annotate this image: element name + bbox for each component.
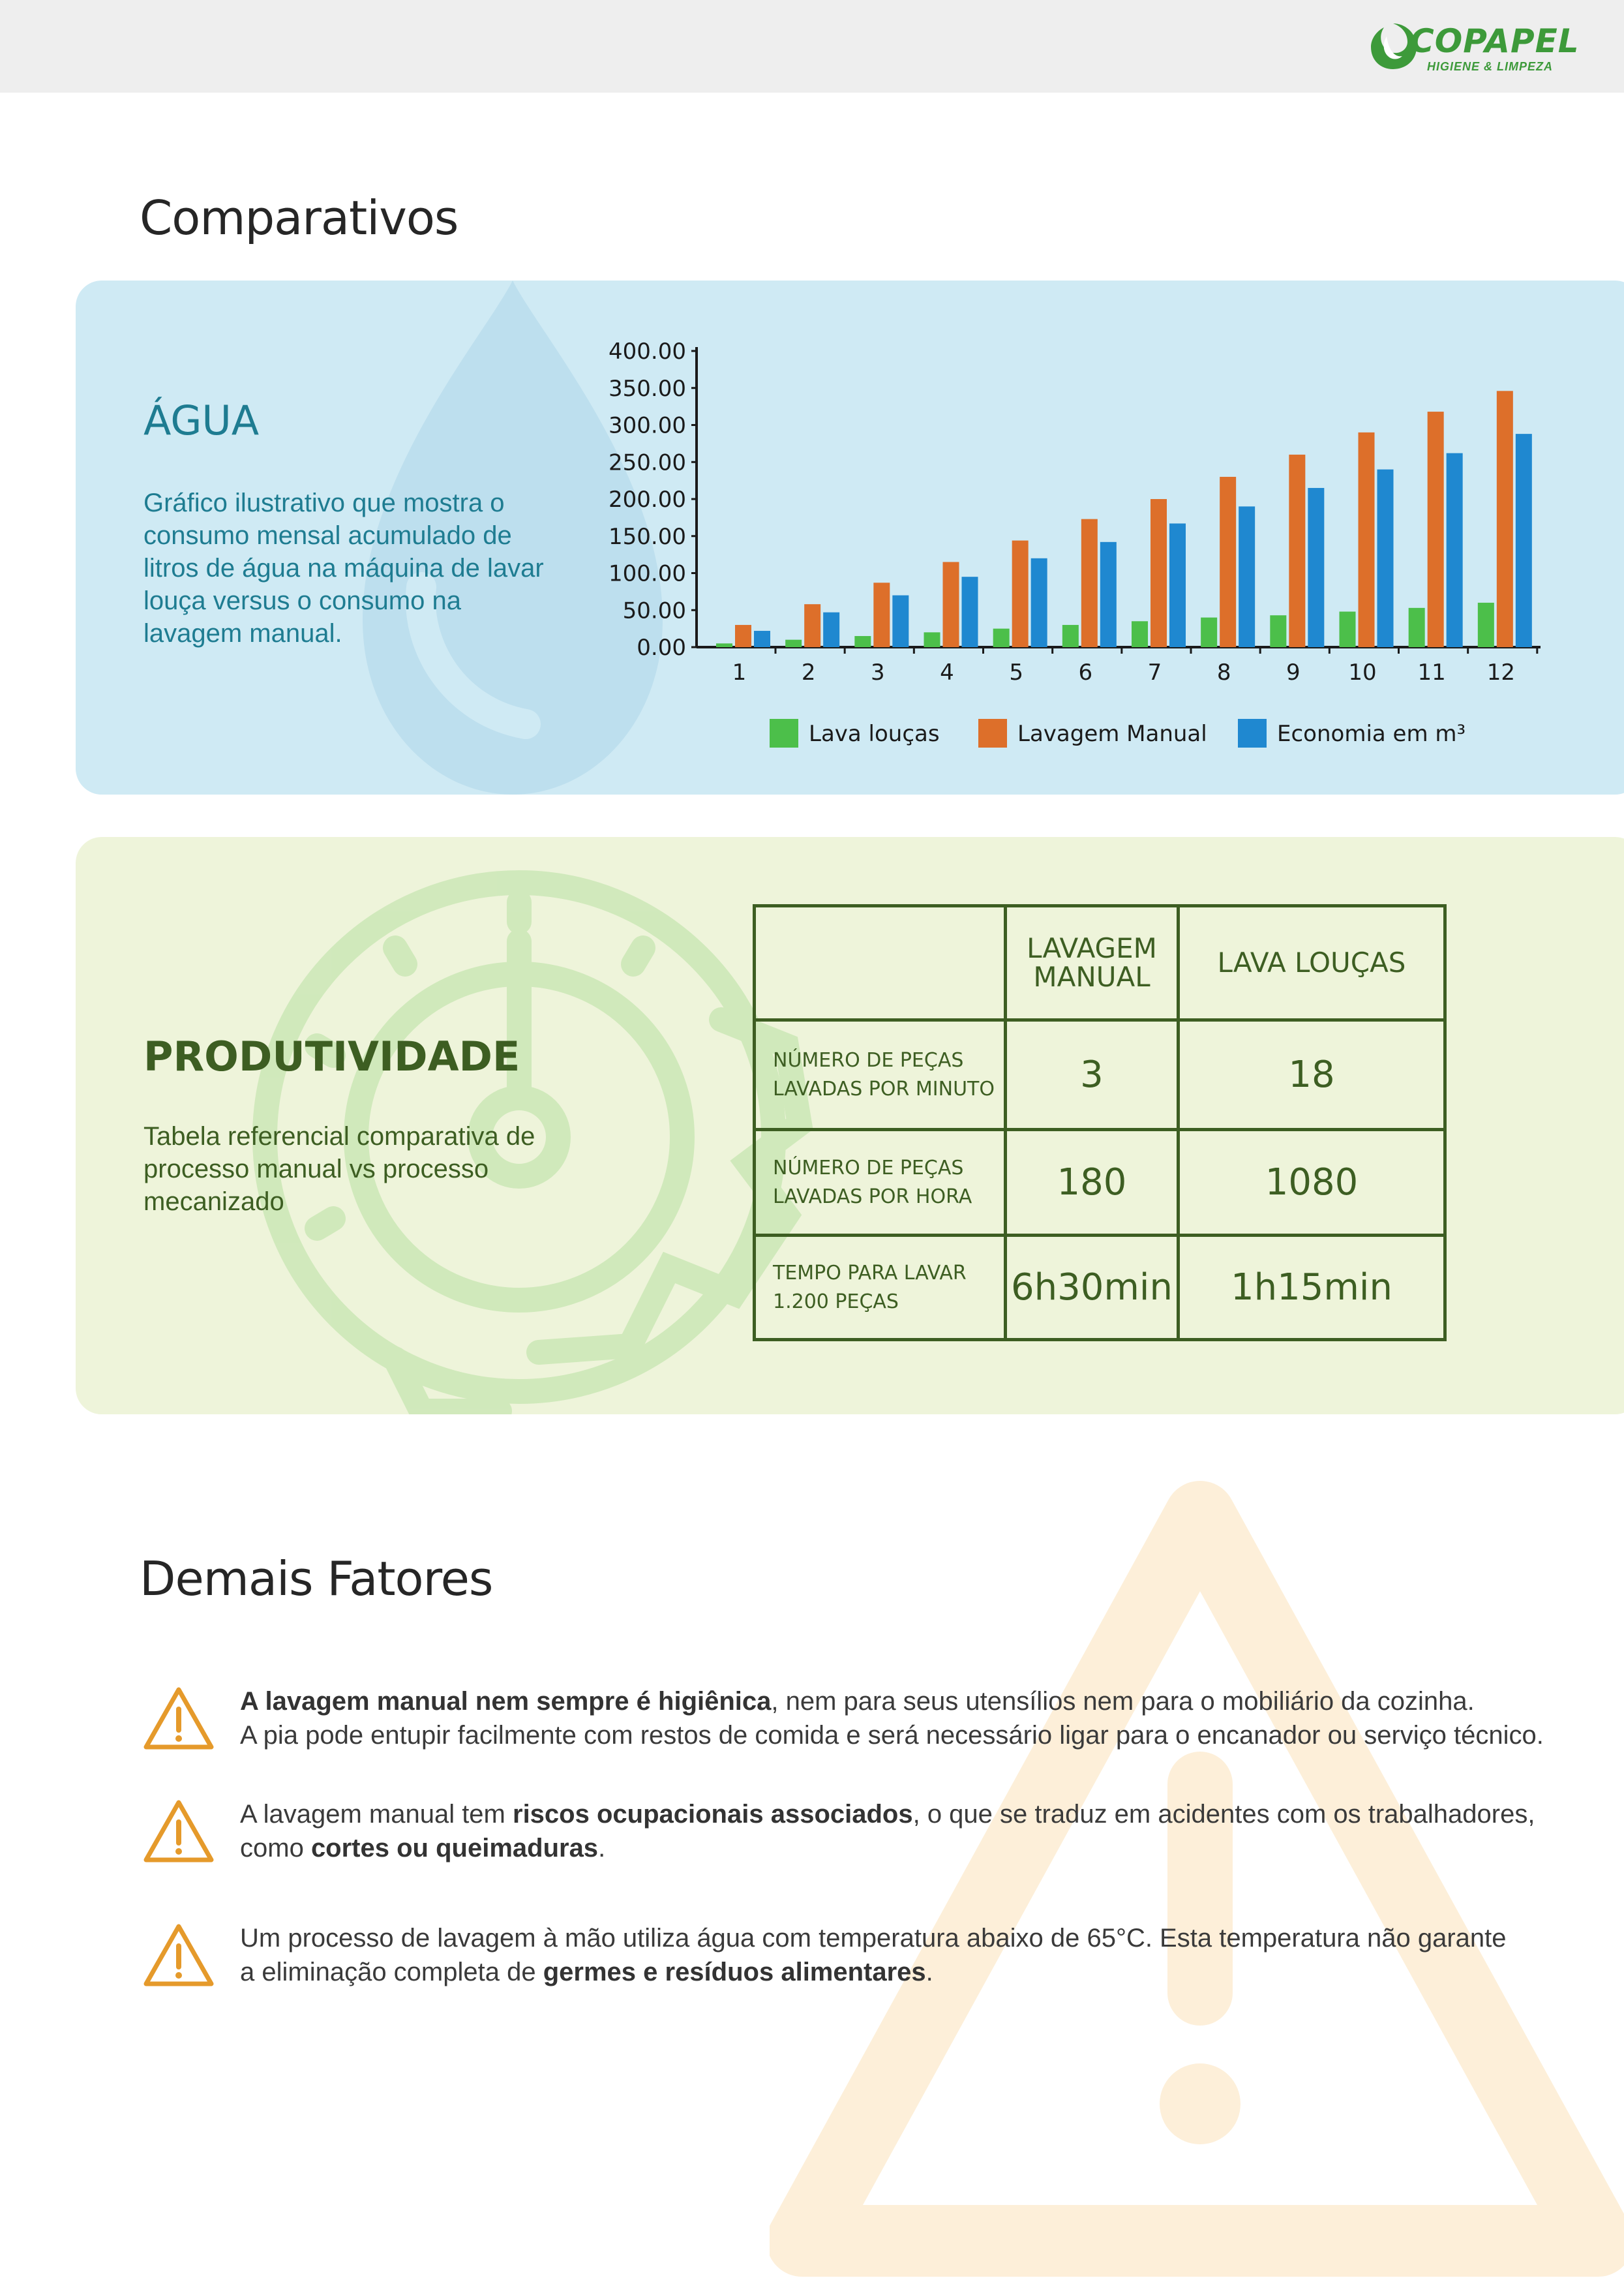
warning-background-icon — [770, 1478, 1624, 2280]
bar — [924, 632, 940, 647]
x-tick-label: 8 — [1216, 660, 1231, 686]
chart-legend — [770, 719, 1466, 748]
section-title-demais-fatores: Demais Fatores — [140, 1551, 493, 1606]
factor-text-segment: . — [925, 1958, 933, 1986]
bar — [754, 631, 770, 647]
bar — [1340, 612, 1356, 647]
warning-icon — [142, 1923, 215, 1988]
factor-text — [240, 1684, 1623, 1752]
row-label — [755, 1020, 1006, 1130]
value-lava: 18 — [1179, 1020, 1445, 1130]
bar — [1081, 519, 1098, 647]
value-manual: 180 — [1006, 1130, 1179, 1236]
x-tick-label: 6 — [1078, 660, 1093, 686]
table-row — [755, 1020, 1445, 1130]
column-header-manual — [1006, 906, 1179, 1020]
value-manual: 6h30min — [1006, 1236, 1179, 1340]
factor-text — [240, 1921, 1623, 1989]
brand-name: COPAPEL — [1410, 22, 1580, 60]
legend-label: Lavagem Manual — [1017, 721, 1207, 747]
factor-text-line1: Um processo de lavagem à mão utiliza água com temperatura abaixo de 65°C. Esta temperatura não garante — [240, 1924, 1507, 1953]
bar — [1359, 433, 1375, 647]
bar — [1031, 558, 1047, 647]
bar — [735, 625, 751, 647]
row-label-line1: NÚMERO DE PEÇAS — [773, 1156, 964, 1179]
x-tick-label: 12 — [1486, 660, 1515, 686]
column-header-manual-line1: LAVAGEM — [1027, 932, 1157, 964]
factor-bold-text: cortes ou queimaduras — [310, 1834, 599, 1862]
value-lava: 1h15min — [1179, 1236, 1445, 1340]
produtividade-heading: PRODUTIVIDADE — [143, 1033, 520, 1080]
bar — [962, 577, 978, 647]
column-header-manual-line2: MANUAL — [1033, 961, 1150, 993]
y-tick-label: 100.00 — [609, 560, 686, 587]
x-tick-label: 3 — [871, 660, 885, 686]
produtividade-description: Tabela referencial comparativa de processo manual vs processo mecanizado — [143, 1122, 535, 1216]
legend-swatch — [978, 719, 1007, 748]
value-manual: 3 — [1006, 1020, 1179, 1130]
factor-text-segment: a eliminação completa de — [240, 1958, 543, 1986]
y-tick-label: 350.00 — [609, 375, 686, 402]
x-axis-tick-labels — [732, 660, 1515, 686]
productivity-table — [753, 904, 1447, 1341]
legend-swatch — [1238, 719, 1267, 748]
legend-label: Lava louças — [809, 721, 940, 747]
bar — [1497, 391, 1513, 647]
factor-bold-text: germes e resíduos alimentares — [543, 1958, 926, 1986]
factor-bold-text: riscos ocupacionais associados — [513, 1800, 913, 1829]
factor-bold-text: A lavagem manual nem sempre é higiênica — [240, 1687, 772, 1716]
bar — [1377, 470, 1394, 647]
agua-panel — [76, 281, 1624, 795]
bar — [1012, 541, 1029, 647]
row-label-line2: LAVADAS POR HORA — [773, 1185, 972, 1208]
bar — [1220, 477, 1236, 647]
bar — [1100, 542, 1117, 647]
factor-text-line2: A pia pode entupir facilmente com restos de comida e será necessário ligar para o encanador ou serviço técnico. — [240, 1721, 1544, 1750]
y-tick-label: 300.00 — [609, 412, 686, 439]
factor-text-segment: . — [598, 1834, 606, 1862]
row-label-line1: NÚMERO DE PEÇAS — [773, 1048, 964, 1072]
bar — [1308, 488, 1324, 647]
y-tick-label: 150.00 — [609, 523, 686, 550]
bar — [1289, 455, 1305, 647]
bar — [1150, 499, 1167, 647]
bar — [785, 640, 802, 647]
table-corner-cell — [755, 906, 1006, 1020]
bar — [943, 562, 959, 647]
produtividade-panel — [76, 837, 1624, 1414]
x-tick-label: 1 — [732, 660, 747, 686]
warning-icon — [142, 1686, 215, 1751]
bar — [1270, 615, 1286, 647]
y-tick-label: 250.00 — [609, 449, 686, 476]
table-row — [755, 1236, 1445, 1340]
bar — [854, 636, 871, 647]
x-tick-label: 4 — [940, 660, 954, 686]
row-label — [755, 1130, 1006, 1236]
y-tick-label: 400.00 — [609, 339, 686, 365]
agua-description: Gráfico ilustrativo que mostra o consumo mensal acumulado de litros de água na máquina de lavar louça versus o consumo na lavagem manual. — [143, 489, 544, 648]
value-lava: 1080 — [1179, 1130, 1445, 1236]
bar — [804, 604, 820, 647]
factor-text-segment: , nem para seus utensílios nem para o mobiliário da cozinha. — [771, 1687, 1475, 1716]
x-tick-label: 7 — [1147, 660, 1162, 686]
row-label — [755, 1236, 1006, 1340]
factor-text-segment: A lavagem manual tem — [240, 1800, 513, 1829]
bars-group — [716, 391, 1537, 654]
legend-swatch — [770, 719, 798, 748]
y-axis-tick-labels — [609, 339, 686, 661]
x-tick-label: 11 — [1417, 660, 1446, 686]
column-header-lava: LAVA LOUÇAS — [1179, 906, 1445, 1020]
header-bar — [0, 0, 1624, 93]
row-label-line1: TEMPO PARA LAVAR — [773, 1261, 967, 1284]
bar — [1516, 434, 1532, 647]
table-row — [755, 1130, 1445, 1236]
bar — [1428, 412, 1444, 647]
bar — [716, 643, 732, 647]
brand-logo — [1367, 20, 1602, 78]
x-tick-label: 10 — [1348, 660, 1377, 686]
row-label-line2: 1.200 PEÇAS — [773, 1290, 899, 1313]
bar — [1062, 625, 1079, 647]
brand-tagline: HIGIENE & LIMPEZA — [1427, 60, 1554, 73]
y-tick-label: 0.00 — [637, 635, 686, 661]
bar — [1169, 523, 1186, 647]
bar — [892, 596, 909, 647]
y-tick-label: 200.00 — [609, 487, 686, 513]
bar — [1201, 618, 1217, 647]
bar — [823, 613, 839, 647]
bar — [1239, 506, 1255, 647]
factor-text — [240, 1797, 1623, 1865]
section-title-comparativos: Comparativos — [140, 190, 459, 245]
legend-label: Economia em m³ — [1277, 721, 1466, 747]
bar — [1447, 453, 1463, 647]
bar — [1478, 603, 1494, 647]
table-header-row — [755, 906, 1445, 1020]
factor-text-segment: , o que se traduz em acidentes com os trabalhadores, — [912, 1800, 1535, 1829]
y-tick-label: 50.00 — [622, 598, 686, 624]
x-tick-label: 9 — [1286, 660, 1301, 686]
water-consumption-chart — [76, 281, 1624, 795]
bar — [873, 583, 890, 647]
agua-heading: ÁGUA — [143, 397, 260, 444]
bar — [993, 629, 1010, 647]
x-tick-label: 5 — [1009, 660, 1023, 686]
bar — [1132, 621, 1148, 647]
factor-text-segment: como — [240, 1834, 311, 1862]
bar — [1409, 608, 1425, 647]
warning-icon — [142, 1799, 215, 1864]
x-tick-label: 2 — [801, 660, 816, 686]
row-label-line2: LAVADAS POR MINUTO — [773, 1077, 995, 1101]
